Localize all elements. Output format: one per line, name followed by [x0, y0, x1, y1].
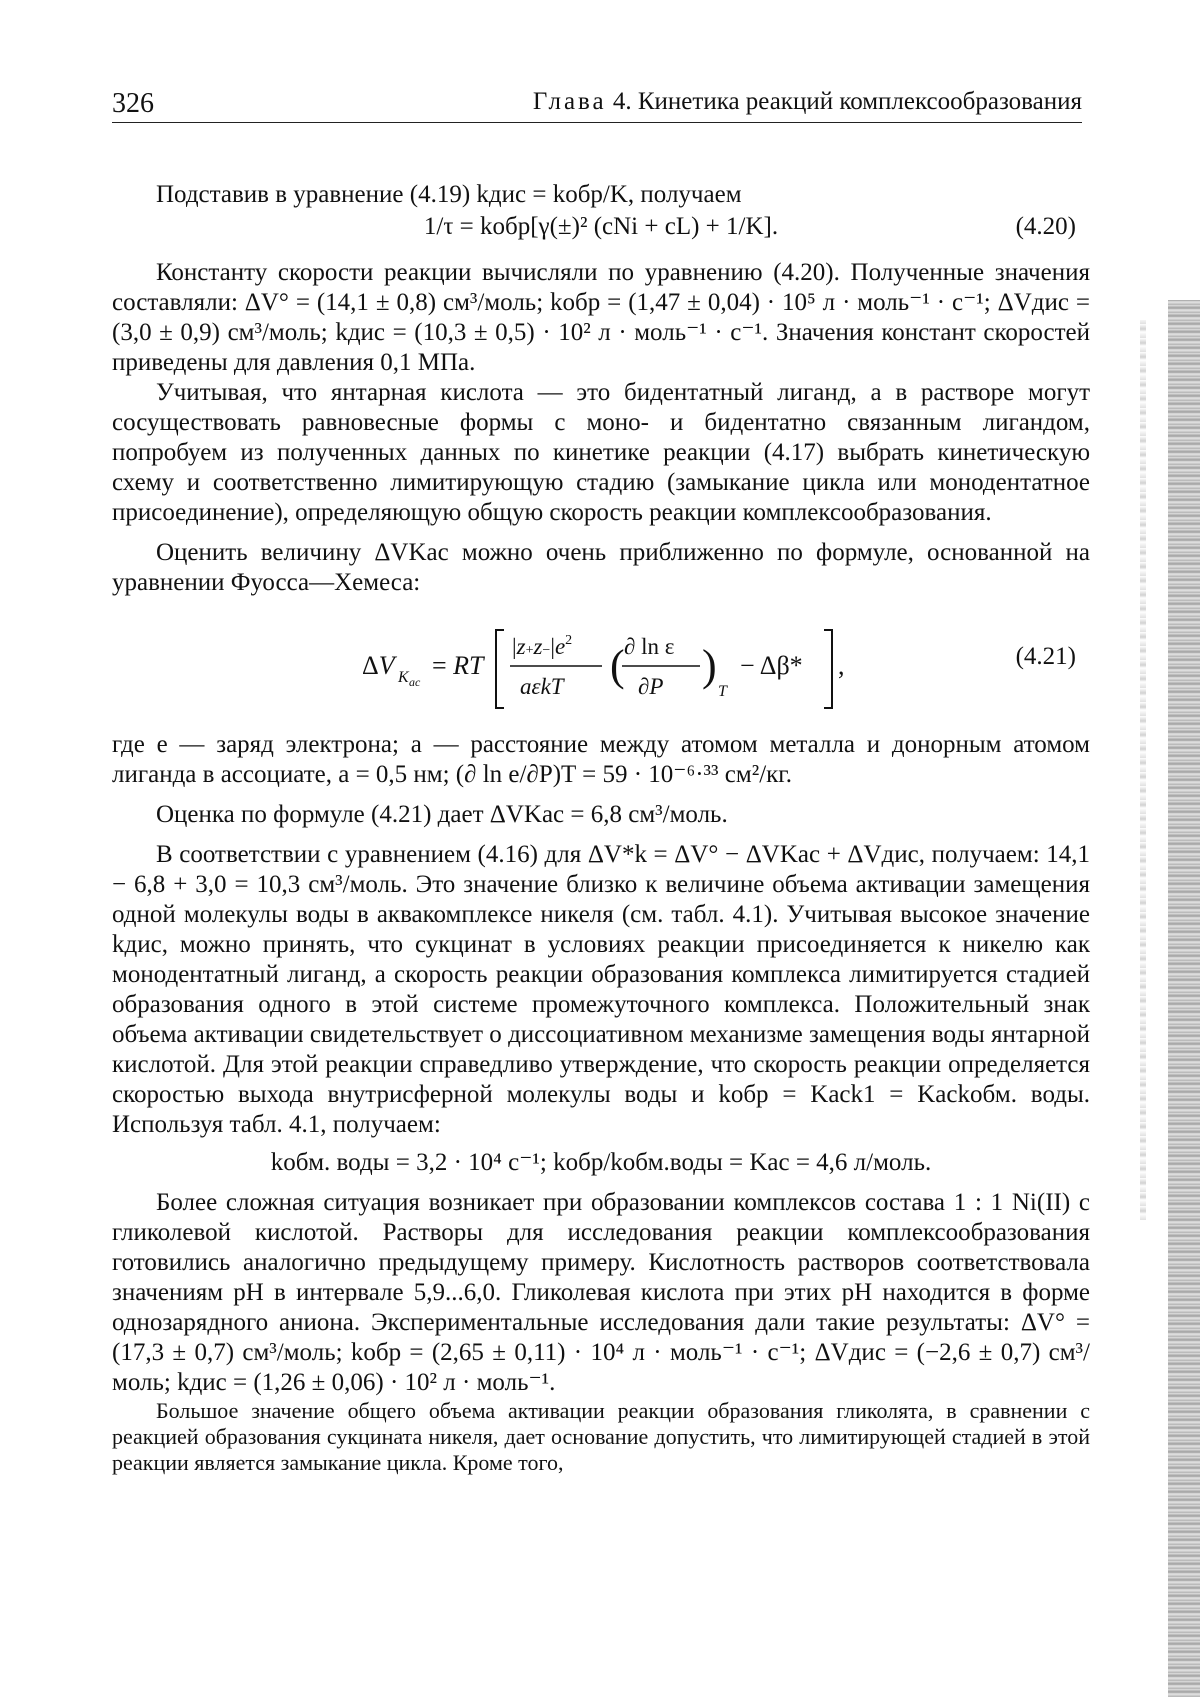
chapter-prefix: Глава: [532, 88, 607, 115]
equation-4-20-body: 1/τ = kобр[γ(±)² (cNi + cL) + 1/K].: [423, 213, 779, 240]
svg-text:= RT: = RT: [432, 651, 484, 680]
paragraph-constants: Константу скорости реакции вычисляли по уравнению (4.20). Полученные значения составляли: ΔV° = (14,1 ± 0,8) см³/моль; kобр = (1,47 ± 0,04) · 10⁵ л · моль⁻¹ · с⁻¹; ΔVдис = (3,0 ± 0,9) см³/моль; kдис = (10,3 ± 0,5) · 10² л · моль⁻¹ · с⁻¹. Значения констант скоростей приведены для давления 0,1 МПа.: [112, 259, 1090, 376]
svg-text:∂P: ∂P: [638, 674, 664, 699]
equation-4-21: [112, 606, 1090, 724]
svg-text:∂ ln ε: ∂ ln ε: [624, 634, 675, 659]
svg-text:|z+z−|e2: $|z+z-|e^2$: [512, 633, 573, 659]
paragraph-where: где e — заряд электрона; a — расстояние между атомом металла и донорным атомом лиганда в ассоциате, a = 0,5 нм; (∂ ln e/∂P)T = 59 · 10⁻⁶·³³ см²/кг.: [112, 731, 1090, 788]
chapter-title: [533, 88, 1082, 116]
page-number: 326: [112, 88, 154, 119]
equation-4-20-number: (4.20): [1015, 213, 1076, 240]
body-text: [112, 180, 1090, 1476]
equation-values: kобм. воды = 3,2 · 10⁴ с⁻¹; kобр/kобм.воды = Kac = 4,6 л/моль.: [270, 1149, 932, 1176]
scan-noise: [1140, 320, 1146, 1220]
chapter-title-text: 4. Кинетика реакций комплексообразования: [612, 88, 1082, 115]
running-header: [112, 82, 1082, 123]
paragraph-estimate: Оценить величину ΔVKac можно очень приближенно по формуле, основанной на уравнении Фуосса—Хемеса:: [112, 539, 1090, 596]
equation-4-20: [112, 212, 1090, 248]
paragraph-mechanism: В соответствии с уравнением (4.16) для ΔV*k = ΔV° − ΔVKac + ΔVдис, получаем: 14,1 − 6,8 + 3,0 = 10,3 см³/моль. Это значение близко к величине объема активации замещения одной молекулы воды в аквакомплексе никеля (см. табл. 4.1). Учитывая высокое значение kдис, можно принять, что сукцинат в условиях реакции присоединяется к никелю как монодентатный лиганд, а скорость реакции образования комплекса лимитируется стадией образования одного в этой системе промежуточного комплекса. Положительный знак объема активации свидетельствует о диссоциативном механизме замещения воды янтарной кислотой. Для этой реакции справедливо утверждение, что скорость реакции определяется скоростью выхода внутрисферной молекулы воды и kобр = Kack1 = Kackобм. воды. Используя табл. 4.1, получаем:: [112, 841, 1090, 1138]
svg-text:,: ,: [838, 651, 845, 680]
svg-text:ΔV: ΔV: [362, 651, 395, 680]
scan-edge-shadow: [1168, 300, 1200, 1697]
svg-text:): ): [702, 641, 717, 690]
paragraph-result: Оценка по формуле (4.21) дает ΔVKac = 6,8 см³/моль.: [156, 801, 728, 828]
svg-text:T: T: [718, 683, 727, 700]
svg-text:K: K: [398, 669, 409, 686]
paragraph-conclusion: Большое значение общего объема активации реакции образования гликолята, в сравнении с реакцией образования сукцината никеля, дает основание допустить, что лимитирующей стадией в этой реакции является замыкание цикла. Кроме того,: [112, 1398, 1090, 1475]
svg-text:− Δβ*: − Δβ*: [740, 651, 803, 680]
svg-text:(: (: [610, 641, 625, 690]
paragraph-intro: Подставив в уравнение (4.19) kдис = kобр/K, получаем: [156, 181, 742, 208]
equation-4-21-number: (4.21): [1015, 643, 1076, 670]
paragraph-glycolic: Более сложная ситуация возникает при образовании комплексов состава 1 : 1 Ni(II) с гликолевой кислотой. Растворы для исследования реакции комплексообразования готовились аналогично предыдущему примеру. Кислотность растворов соответствовала значениям pH в интервале 5,9...6,0. Гликолевая кислота при этих pH находится в форме однозарядного аниона. Экспериментальные исследования дали такие результаты: ΔV° = (17,3 ± 0,7) см³/моль; kобр = (2,65 ± 0,11) · 10⁴ л · моль⁻¹ · с⁻¹; ΔVдис = (−2,6 ± 0,7) см³/моль; kдис = (1,26 ± 0,06) · 10² л · моль⁻¹.: [112, 1189, 1090, 1396]
paragraph-succinic: Учитывая, что янтарная кислота — это бидентатный лиганд, а в растворе могут сосуществовать равновесные формы с моно- и бидентатно связанным лигандом, попробуем из полученных данных по кинетике реакции (4.17) выбрать кинетическую схему и соответственно лимитирующую стадию (замыкание цикла или монодентатное присоединение), определяющую общую скорость реакции комплексообразования.: [112, 379, 1090, 526]
svg-text:aεkT: aεkT: [520, 674, 564, 699]
equation-4-21-formula: [362, 616, 882, 716]
svg-text:ac: ac: [409, 675, 421, 689]
